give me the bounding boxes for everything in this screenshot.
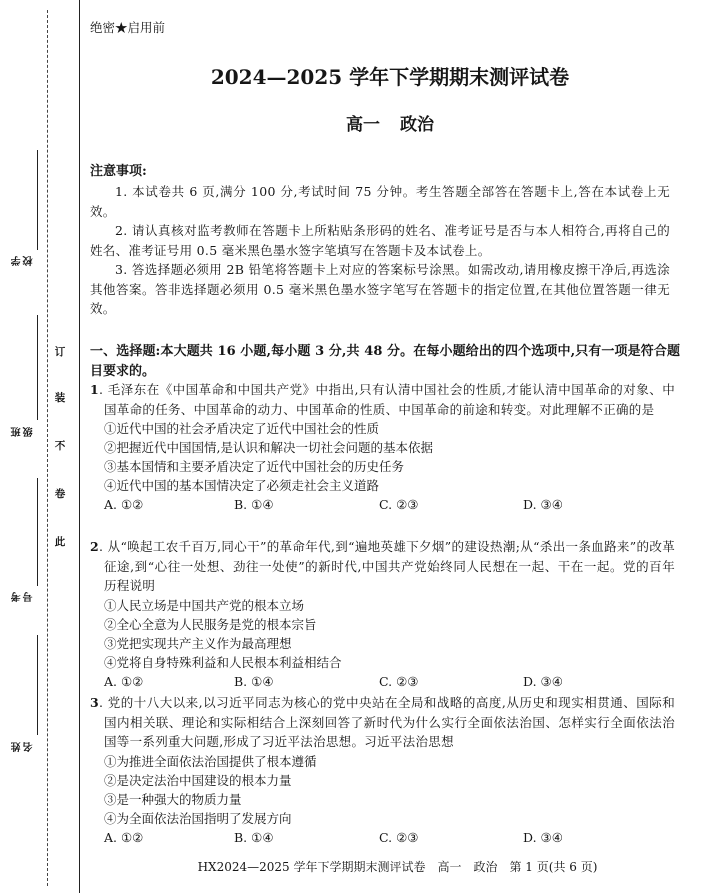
binding-margin <box>0 0 90 893</box>
school-label: 学校 <box>12 256 35 266</box>
statement: ②全心全意为人民服务是党的根本宗旨 <box>104 616 317 632</box>
statement: ③党把实现共产主义作为最高理想 <box>104 635 292 651</box>
statement: ④为全面依法治国指明了发展方向 <box>104 810 292 826</box>
question-2 <box>90 537 675 692</box>
option-d[interactable]: D. ③④ <box>523 829 563 845</box>
statement: ①为推进全面依法治国提供了根本遵循 <box>104 753 317 769</box>
question-text: . 从“唤起工农千百万,同心干”的革命年代,到“遍地英雄下夕烟”的建设热潮;从“杀出一条血路来”的改革征途,到“心往一处想、劲往一处使”的新时代,中国共产党始终同人民想在一起、干在一起。党的百年历程说明 <box>99 539 675 593</box>
notice-heading: 注意事项: <box>90 164 147 179</box>
cut-char: 不 <box>54 440 66 452</box>
class-label: 班级 <box>12 427 35 437</box>
statement: ②把握近代中国国情,是认识和解决一切社会问题的基本依据 <box>104 440 433 455</box>
options-row <box>90 495 675 515</box>
statement: ①人民立场是中国共产党的根本立场 <box>104 597 305 613</box>
question-stem <box>90 380 675 419</box>
subject-label: 政治 <box>400 115 434 135</box>
exam-no-label: 考号 <box>12 592 35 602</box>
options-row <box>90 828 675 848</box>
notice-item: 3. 答选择题必须用 2B 铅笔将答题卡上对应的答案标号涂黑。如需改动,请用橡皮擦干净后,再选涂其他答案。答非选择题必须用 0.5 毫米黑色墨水签字笔写在答题卡的指定位置,在其他位置答题一律无效。 <box>90 262 670 316</box>
question-number: 2 <box>90 539 99 554</box>
cut-char: 卷 <box>54 488 66 500</box>
option-a[interactable]: A. ①② <box>104 673 144 689</box>
cut-char: 订 <box>54 346 66 358</box>
question-number: 3 <box>90 695 99 710</box>
notice-item: 2. 请认真核对监考教师在答题卡上所粘贴条形码的姓名、准考证号是否与本人相符合,再将自己的姓名、准考证号用 0.5 毫米黑色墨水签字笔填写在答题卡及本试卷上。 <box>90 223 670 258</box>
options-row <box>90 672 675 692</box>
exam-title: 2024—2025 学年下学期期末测评试卷 <box>210 65 570 89</box>
option-b[interactable]: B. ①④ <box>234 673 274 689</box>
option-a[interactable]: A. ①② <box>104 829 144 845</box>
question-1 <box>90 380 675 515</box>
class-write-line[interactable] <box>37 315 38 420</box>
statement: ③是一种强大的物质力量 <box>104 791 242 807</box>
option-c[interactable]: C. ②③ <box>379 497 419 512</box>
statement: ①近代中国的社会矛盾决定了近代中国社会的性质 <box>104 421 380 436</box>
option-a[interactable]: A. ①② <box>104 497 144 512</box>
cut-char: 此 <box>54 536 66 548</box>
notice-item: 1. 本试卷共 6 页,满分 100 分,考试时间 75 分钟。考生答题全部答在答题卡上,答在本试卷上无效。 <box>90 184 670 219</box>
option-c[interactable]: C. ②③ <box>379 829 419 845</box>
option-b[interactable]: B. ①④ <box>234 497 274 512</box>
cut-char: 装 <box>54 392 66 404</box>
cut-dashed-line <box>47 10 48 886</box>
option-d[interactable]: D. ③④ <box>523 673 563 689</box>
grade-label: 高一 <box>346 115 380 135</box>
option-b[interactable]: B. ①④ <box>234 829 274 845</box>
exam-no-write-line[interactable] <box>37 478 38 586</box>
secret-mark: 绝密★启用前 <box>90 20 166 35</box>
margin-frame-line <box>79 0 80 893</box>
name-write-line[interactable] <box>37 635 38 735</box>
section-heading: 一、选择题:本大题共 16 小题,每小题 3 分,共 48 分。在每小题给出的四个选项中,只有一项是符合题目要求的。 <box>90 344 680 379</box>
statement: ②是决定法治中国建设的根本力量 <box>104 772 292 788</box>
option-d[interactable]: D. ③④ <box>523 497 563 512</box>
page-footer: HX2024—2025 学年下学期期末测评试卷 高一 政治 第 1 页(共 6 页) <box>197 860 598 874</box>
question-text: . 党的十八大以来,以习近平同志为核心的党中央站在全局和战略的高度,从历史和现实相贯通、国际和国内相关联、理论和实际相结合上深刻回答了新时代为什么实行全面依法治国、怎样实行全面依法治国等一系列重大问题,形成了习近平法治思想。习近平法治思想 <box>99 695 675 749</box>
school-write-line[interactable] <box>37 150 38 250</box>
option-c[interactable]: C. ②③ <box>379 673 419 689</box>
statement: ④近代中国的基本国情决定了必须走社会主义道路 <box>104 478 380 493</box>
question-3 <box>90 693 675 848</box>
question-number: 1 <box>90 382 99 397</box>
grade-subject <box>90 113 690 137</box>
statement: ③基本国情和主要矛盾决定了近代中国社会的历史任务 <box>104 459 405 474</box>
question-text: . 毛泽东在《中国革命和中国共产党》中指出,只有认清中国社会的性质,才能认清中国革命的对象、中国革命的任务、中国革命的动力、中国革命的性质、中国革命的前途和转变。对此理解不正确的是 <box>99 382 675 417</box>
question-stem <box>90 537 675 596</box>
statement: ④党将自身特殊利益和人民根本利益相结合 <box>104 654 342 670</box>
name-label: 姓名 <box>12 742 35 752</box>
question-stem <box>90 693 675 752</box>
